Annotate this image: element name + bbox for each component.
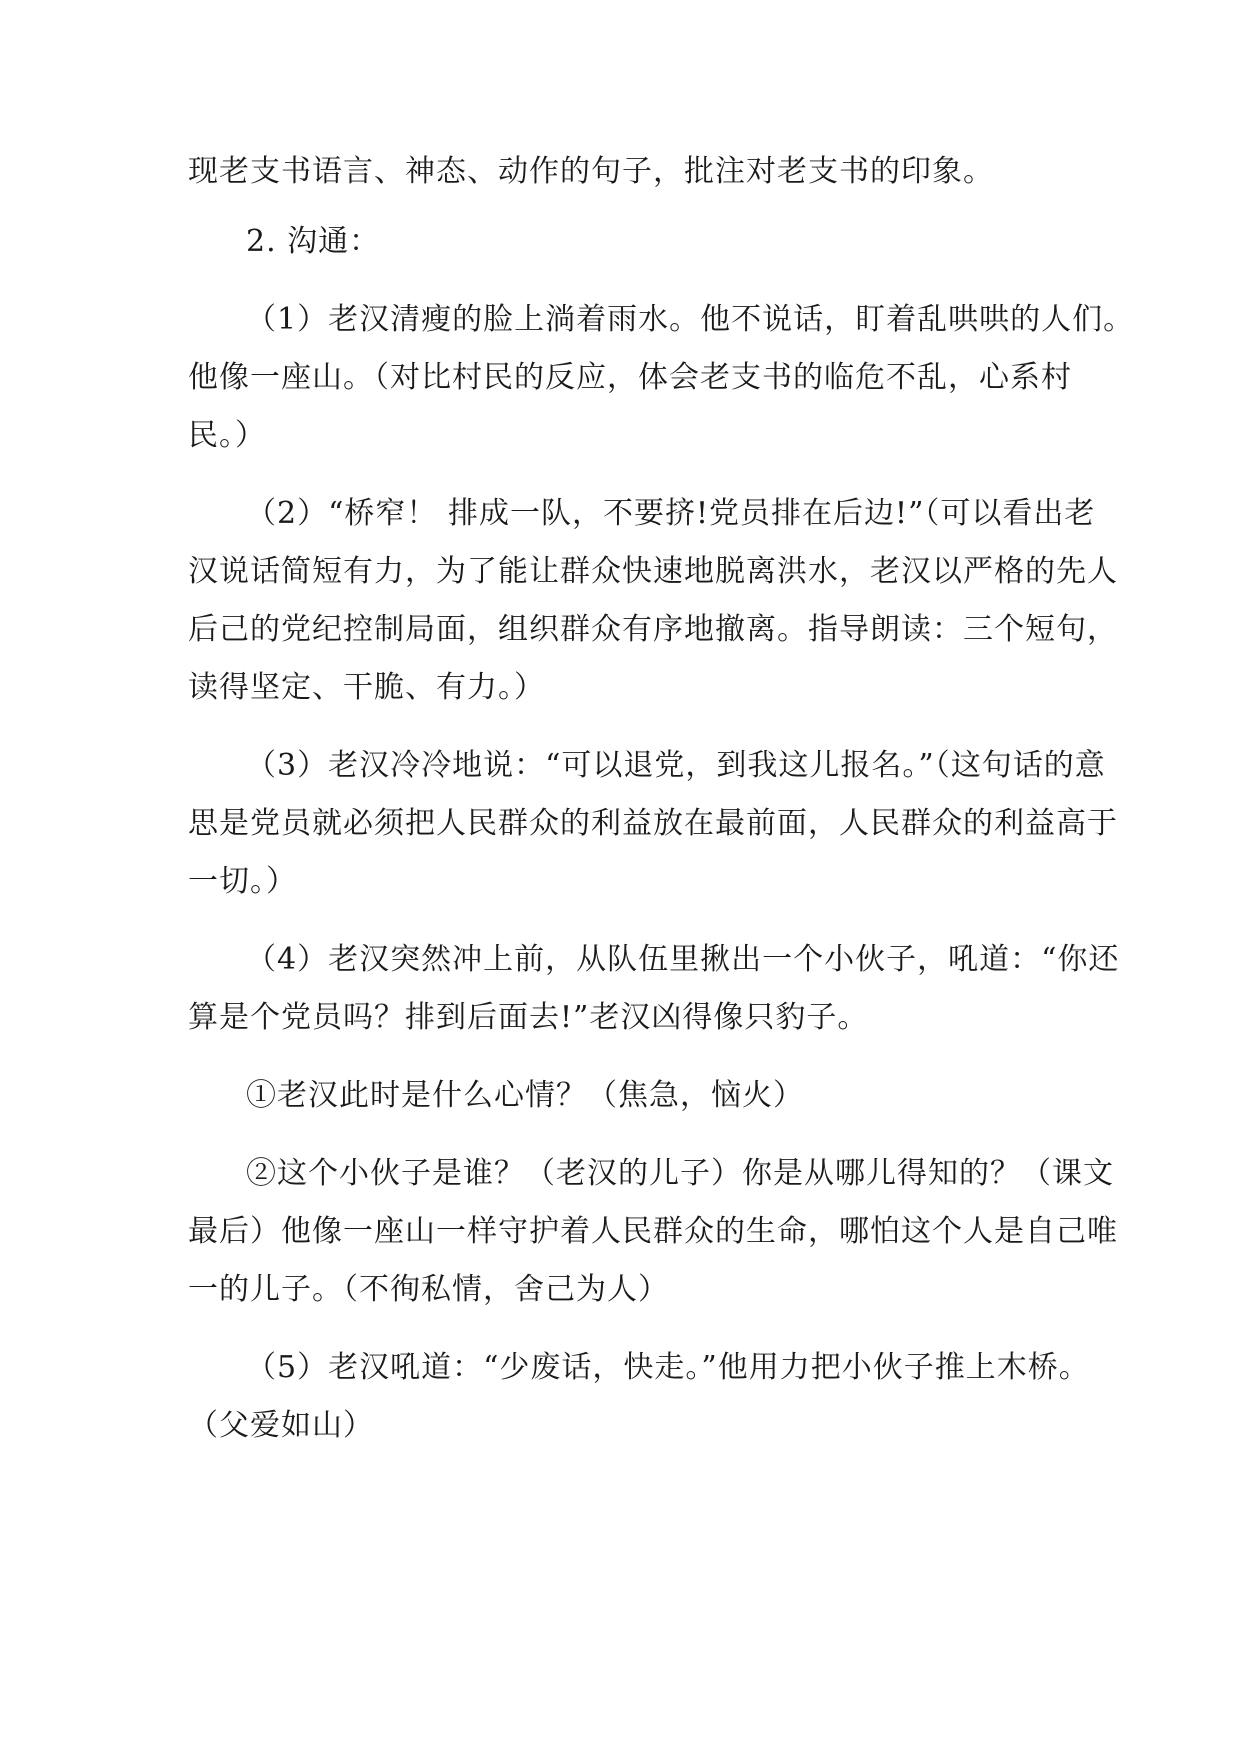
text-line: （5）老汉吼道：“少废话，快走。”他用力把小伙子推上木桥。	[246, 1350, 1090, 1385]
text-line: 思是党员就必须把人民群众的利益放在最前面，人民群众的利益高于	[188, 806, 1118, 841]
text-line: （1）老汉清瘦的脸上淌着雨水。他不说话，盯着乱哄哄的人们。	[246, 302, 1135, 337]
text-line: 一的儿子。（不徇私情，舍己为人）	[188, 1272, 669, 1307]
text-line: 读得坚定、干脆、有力。）	[188, 670, 545, 705]
text-line: 后己的党纪控制局面，组织群众有序地撤离。指导朗读：三个短句，	[188, 612, 1118, 647]
text-line: 一切。）	[188, 864, 297, 899]
text-line: 他像一座山。（对比村民的反应，体会老支书的临危不乱，心系村	[188, 360, 1072, 395]
text-line: 民。）	[188, 418, 266, 453]
text-line: 现老支书语言、神态、动作的句子，批注对老支书的印象。	[188, 154, 994, 189]
section-heading: 2. 沟通：	[246, 224, 381, 259]
text-line: （3）老汉冷冷地说：“可以退党，到我这儿报名。”（这句话的意	[246, 748, 1106, 783]
text-line: 算是个党员吗？排到后面去!”老汉凶得像只豹子。	[188, 1000, 869, 1035]
text-line: ②这个小伙子是谁？（老汉的儿子）你是从哪儿得知的？（课文	[246, 1156, 1114, 1191]
text-line: 最后）他像一座山一样守护着人民群众的生命，哪怕这个人是自己唯	[188, 1214, 1118, 1249]
text-line: （父爱如山）	[188, 1408, 374, 1443]
text-line: ①老汉此时是什么心情？（焦急，恼火）	[246, 1078, 804, 1113]
text-line: 汉说话简短有力，为了能让群众快速地脱离洪水，老汉以严格的先人	[188, 554, 1118, 589]
text-line: （4）老汉突然冲上前，从队伍里揪出一个小伙子，吼道：“你还	[246, 942, 1120, 977]
text-line: （2）“桥窄！ 排成一队，不要挤!党员排在后边!”（可以看出老	[246, 496, 1096, 531]
